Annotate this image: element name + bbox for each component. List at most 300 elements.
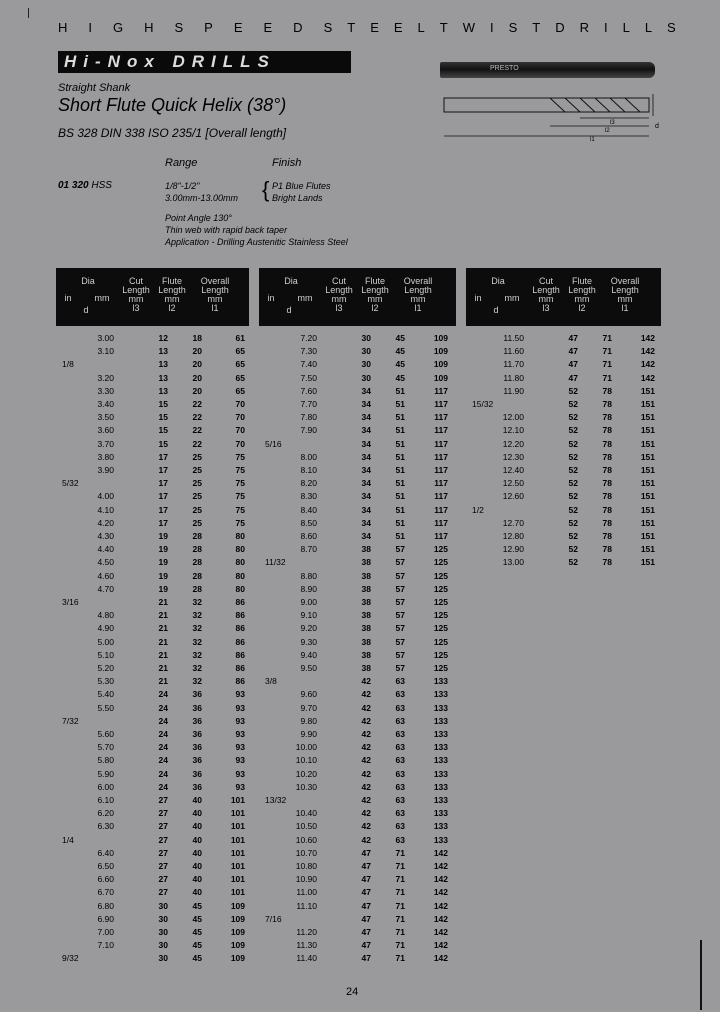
table-row (259, 900, 456, 913)
table-row (56, 860, 249, 873)
table-row (259, 464, 456, 477)
cell-mm: 8.50 (300, 517, 317, 528)
cell-cut-length: 27 (158, 808, 168, 819)
standards-text: BS 328 DIN 338 ISO 235/1 [Overall length] (58, 126, 287, 140)
cell-overall-length: 93 (235, 755, 245, 766)
cell-flute-length: 40 (192, 874, 202, 885)
cell-flute-length: 51 (395, 438, 405, 449)
table-row (259, 332, 456, 345)
cell-overall-length: 75 (235, 478, 245, 489)
cell-cut-length: 15 (158, 399, 168, 409)
cell-flute-length: 40 (192, 834, 202, 845)
cell-flute-length: 71 (602, 359, 612, 370)
cell-overall-length: 70 (235, 412, 245, 423)
table-row (56, 702, 249, 715)
table-row (466, 438, 661, 451)
table-header-label: l1 (414, 303, 422, 313)
table-header-label: Length (201, 285, 229, 295)
cell-mm: 6.00 (97, 781, 114, 792)
cell-flute-length: 57 (395, 557, 405, 568)
table-row (466, 517, 661, 530)
table-row (259, 438, 456, 451)
table-row (259, 886, 456, 899)
table-row (56, 411, 249, 424)
cell-overall-length: 101 (230, 808, 245, 819)
cell-mm: 9.40 (300, 649, 317, 660)
cell-cut-length: 34 (361, 465, 371, 475)
cell-flute-length: 36 (192, 768, 202, 779)
cell-flute-length: 71 (395, 874, 405, 885)
table-row (259, 715, 456, 728)
cell-flute-length: 57 (395, 663, 405, 673)
page-number: 24 (346, 986, 359, 998)
cell-cut-length: 24 (158, 781, 168, 792)
cell-flute-length: 25 (192, 465, 202, 475)
cell-cut-length: 15 (158, 412, 168, 423)
cell-flute-length: 57 (395, 636, 405, 647)
cell-flute-length: 32 (192, 597, 202, 607)
cell-cut-length: 30 (158, 953, 168, 964)
cell-mm: 5.50 (97, 702, 114, 713)
table-header-label: Dia (81, 276, 95, 286)
cell-overall-length: 117 (434, 517, 448, 528)
cell-flute-length: 63 (395, 781, 405, 792)
table-row (56, 451, 249, 464)
cell-overall-length: 133 (433, 702, 448, 713)
cell-flute-length: 63 (395, 715, 405, 726)
cell-cut-length: 19 (158, 544, 168, 555)
table-row (259, 834, 456, 847)
cell-flute-length: 57 (395, 623, 405, 634)
cell-overall-length: 142 (433, 953, 448, 964)
table-row (466, 411, 661, 424)
table-header-label: in (64, 293, 72, 303)
cell-flute-length: 51 (395, 478, 405, 489)
cell-overall-length: 101 (230, 834, 245, 845)
cell-flute-length: 71 (602, 346, 612, 357)
cell-overall-length: 142 (433, 874, 448, 885)
cell-flute-length: 36 (192, 715, 202, 726)
cell-cut-length: 52 (568, 557, 578, 568)
drill-photo (440, 62, 655, 78)
cell-mm: 12.70 (502, 517, 524, 528)
cell-overall-length: 133 (433, 755, 448, 766)
cell-overall-length: 142 (433, 940, 448, 951)
cell-mm: 3.80 (97, 451, 114, 462)
cell-overall-length: 93 (235, 729, 245, 739)
cell-inch: 1/2 (472, 504, 484, 515)
table-row (259, 873, 456, 886)
cell-cut-length: 47 (568, 359, 578, 370)
header-word: SPEED (174, 20, 324, 35)
cell-flute-length: 25 (192, 478, 202, 489)
cell-inch: 13/32 (265, 795, 287, 805)
cell-mm: 7.00 (97, 927, 114, 937)
cell-cut-length: 47 (361, 927, 371, 937)
table-row (259, 662, 456, 675)
table-header-label: Cut (128, 276, 143, 286)
table-row (466, 464, 661, 477)
table-row (56, 636, 249, 649)
cell-overall-length: 151 (640, 399, 655, 409)
table-header-label: l2 (168, 303, 176, 313)
cell-flute-length: 57 (395, 597, 405, 607)
table-header-label: Length (568, 285, 596, 295)
cell-flute-length: 45 (192, 900, 202, 911)
cell-overall-length: 133 (433, 821, 448, 832)
finish-1: P1 Blue Flutes (272, 181, 331, 191)
table-row (259, 424, 456, 437)
cell-flute-length: 71 (395, 900, 405, 911)
page-header-title (58, 20, 691, 35)
cell-flute-length: 71 (395, 940, 405, 951)
table-row (466, 372, 661, 385)
table-row (259, 358, 456, 371)
table-row (56, 398, 249, 411)
table-header-label: Length (361, 285, 389, 295)
cell-flute-length: 78 (602, 517, 612, 528)
cell-cut-length: 24 (158, 715, 168, 726)
table-row (56, 820, 249, 833)
cell-overall-length: 142 (640, 359, 655, 370)
table-header (259, 268, 456, 326)
table-row (56, 741, 249, 754)
cell-overall-length: 65 (235, 359, 245, 370)
cell-mm: 3.40 (97, 399, 114, 409)
table-header-label: d (493, 305, 499, 315)
cell-overall-length: 142 (433, 913, 448, 924)
table-header-label: d (83, 305, 89, 315)
cell-mm: 4.40 (97, 544, 114, 555)
header-word: TWIST (439, 20, 556, 35)
cell-cut-length: 38 (361, 636, 371, 647)
cell-overall-length: 142 (640, 346, 655, 357)
cell-flute-length: 63 (395, 768, 405, 779)
table-row (56, 556, 249, 569)
cell-flute-length: 32 (192, 663, 202, 673)
cell-flute-length: 78 (602, 399, 612, 409)
cell-flute-length: 25 (192, 491, 202, 502)
table-header-label: Flute (161, 276, 182, 286)
cell-overall-length: 151 (640, 517, 655, 528)
cell-overall-length: 133 (433, 781, 448, 792)
cell-overall-length: 151 (640, 478, 655, 489)
table-header-label: Length (404, 285, 432, 295)
cell-flute-length: 78 (602, 451, 612, 462)
cell-flute-length: 63 (395, 742, 405, 753)
cell-flute-length: 71 (395, 847, 405, 858)
cell-mm: 4.90 (97, 623, 114, 634)
cell-inch: 9/32 (62, 953, 79, 964)
cell-flute-length: 25 (192, 517, 202, 528)
cell-inch: 11/32 (265, 557, 286, 568)
cell-cut-length: 21 (158, 649, 168, 660)
table-header-label: Dia (491, 276, 505, 286)
cell-overall-length: 80 (235, 544, 245, 555)
cell-overall-length: 142 (640, 333, 655, 343)
diagram-label-l1: l1 (590, 137, 595, 142)
cell-mm: 8.10 (300, 465, 317, 475)
cell-overall-length: 142 (433, 847, 448, 858)
cell-overall-length: 109 (230, 927, 245, 937)
cell-overall-length: 86 (235, 649, 245, 660)
cell-cut-length: 19 (158, 531, 168, 541)
table-row (56, 952, 249, 965)
cell-flute-length: 36 (192, 755, 202, 766)
table-row (259, 451, 456, 464)
cell-overall-length: 75 (235, 491, 245, 502)
cell-overall-length: 117 (434, 412, 448, 423)
cell-mm: 10.20 (295, 768, 317, 779)
cell-flute-length: 63 (395, 729, 405, 739)
cell-mm: 12.80 (502, 531, 524, 541)
table-row (56, 781, 249, 794)
cell-mm: 3.50 (97, 412, 114, 423)
cell-mm: 12.60 (502, 491, 524, 502)
cell-flute-length: 57 (395, 649, 405, 660)
cell-flute-length: 28 (192, 583, 202, 594)
drill-dimension-diagram (440, 90, 660, 142)
table-row (259, 952, 456, 965)
cell-overall-length: 151 (640, 425, 655, 436)
cell-cut-length: 38 (361, 649, 371, 660)
diagram-label-d: d (655, 123, 659, 130)
cell-overall-length: 117 (434, 438, 448, 449)
cell-cut-length: 52 (568, 438, 578, 449)
table-row (259, 926, 456, 939)
cell-overall-length: 125 (433, 649, 448, 660)
cell-cut-length: 24 (158, 768, 168, 779)
table-row (259, 939, 456, 952)
cell-overall-length: 151 (640, 412, 655, 423)
cell-flute-length: 32 (192, 610, 202, 621)
cell-cut-length: 24 (158, 702, 168, 713)
table-row (56, 385, 249, 398)
cell-mm: 8.40 (300, 504, 317, 515)
cell-flute-length: 22 (192, 438, 202, 449)
cell-mm: 4.70 (97, 583, 114, 594)
cell-mm: 4.80 (97, 610, 114, 621)
table-row (259, 754, 456, 767)
cell-overall-length: 117 (434, 425, 448, 436)
range-mm: 3.00mm-13.00mm (165, 193, 239, 203)
table-row (466, 543, 661, 556)
corner-mark (28, 8, 29, 18)
cell-flute-length: 32 (192, 636, 202, 647)
cell-flute-length: 45 (192, 913, 202, 924)
table-header-label: mm (207, 294, 223, 304)
cell-mm: 12.50 (502, 478, 524, 489)
cell-flute-length: 63 (395, 834, 405, 845)
cell-overall-length: 75 (235, 504, 245, 515)
cell-flute-length: 71 (395, 953, 405, 964)
cell-cut-length: 13 (158, 385, 168, 396)
cell-mm: 6.80 (97, 900, 114, 911)
cell-flute-length: 51 (395, 425, 405, 436)
cell-flute-length: 51 (395, 412, 405, 423)
cell-cut-length: 38 (361, 610, 371, 621)
cell-cut-length: 24 (158, 689, 168, 700)
cell-mm: 12.40 (502, 465, 524, 475)
table-header-label: l1 (211, 303, 219, 313)
cell-overall-length: 101 (230, 847, 245, 858)
cell-flute-length: 78 (602, 531, 612, 541)
cell-mm: 9.00 (300, 597, 317, 607)
cell-flute-length: 32 (192, 623, 202, 634)
cell-mm: 12.00 (502, 412, 524, 423)
cell-inch: 1/8 (62, 359, 74, 370)
cell-overall-length: 142 (433, 900, 448, 911)
table-row (259, 530, 456, 543)
cell-cut-length: 38 (361, 570, 371, 581)
cell-cut-length: 38 (361, 583, 371, 594)
cell-flute-length: 20 (192, 385, 202, 396)
table-header-label: l1 (621, 303, 629, 313)
table-row (259, 517, 456, 530)
cell-cut-length: 38 (361, 663, 371, 673)
table-header (466, 268, 661, 326)
cell-mm: 7.10 (97, 940, 114, 951)
table-row (56, 939, 249, 952)
cell-overall-length: 86 (235, 623, 245, 634)
cell-mm: 9.20 (300, 623, 317, 634)
finish-values (272, 180, 331, 204)
cell-overall-length: 125 (433, 544, 448, 555)
cell-mm: 9.70 (300, 702, 317, 713)
diagram-label-l3: l3 (610, 120, 615, 126)
cell-flute-length: 71 (395, 913, 405, 924)
cell-overall-length: 101 (230, 795, 245, 805)
cell-flute-length: 63 (395, 689, 405, 700)
cell-cut-length: 34 (361, 451, 371, 462)
cell-overall-length: 117 (434, 451, 448, 462)
cell-cut-length: 42 (361, 742, 371, 753)
table-row (56, 345, 249, 358)
cell-overall-length: 125 (433, 597, 448, 607)
cell-overall-length: 109 (230, 940, 245, 951)
cell-mm: 3.10 (97, 346, 114, 357)
cell-overall-length: 125 (433, 583, 448, 594)
cell-overall-length: 65 (235, 346, 245, 357)
range-values (165, 180, 238, 204)
cell-cut-length: 52 (568, 399, 578, 409)
cell-cut-length: 47 (361, 900, 371, 911)
cell-overall-length: 151 (640, 491, 655, 502)
cell-cut-length: 42 (361, 781, 371, 792)
table-row (259, 477, 456, 490)
table-header-label: Cut (331, 276, 346, 286)
cell-overall-length: 93 (235, 702, 245, 713)
cell-cut-length: 30 (158, 900, 168, 911)
table-row (259, 609, 456, 622)
cell-overall-length: 125 (433, 610, 448, 621)
table-header-label: Length (611, 285, 639, 295)
cell-cut-length: 17 (158, 491, 168, 502)
cell-flute-length: 78 (602, 544, 612, 555)
cell-flute-length: 28 (192, 531, 202, 541)
cell-cut-length: 21 (158, 597, 168, 607)
cell-cut-length: 30 (361, 372, 371, 383)
cell-flute-length: 45 (192, 953, 202, 964)
table-row (56, 926, 249, 939)
cell-flute-length: 36 (192, 729, 202, 739)
table-row (259, 741, 456, 754)
table-row (56, 530, 249, 543)
cell-flute-length: 45 (395, 346, 405, 357)
cell-flute-length: 32 (192, 676, 202, 687)
cell-flute-length: 25 (192, 451, 202, 462)
table-row (259, 411, 456, 424)
cell-mm: 9.60 (300, 689, 317, 700)
cell-flute-length: 45 (395, 372, 405, 383)
table-row (259, 702, 456, 715)
table-row (56, 517, 249, 530)
cell-mm: 5.10 (97, 649, 114, 660)
cell-mm: 7.80 (300, 412, 317, 423)
cell-overall-length: 101 (230, 821, 245, 832)
cell-mm: 6.50 (97, 861, 114, 871)
cell-cut-length: 24 (158, 755, 168, 766)
cell-flute-length: 51 (395, 465, 405, 475)
table-header-label: Flute (571, 276, 592, 286)
table-row (259, 794, 456, 807)
cell-overall-length: 93 (235, 742, 245, 753)
cell-mm: 4.30 (97, 531, 114, 541)
table-row (259, 543, 456, 556)
note-web: Thin web with rapid back taper (165, 225, 288, 235)
cell-mm: 3.90 (97, 465, 114, 475)
table-header-label: l2 (578, 303, 586, 313)
table-row (56, 768, 249, 781)
cell-overall-length: 75 (235, 465, 245, 475)
table-row (259, 728, 456, 741)
cell-inch: 5/16 (265, 438, 282, 449)
cell-cut-length: 13 (158, 346, 168, 357)
cell-mm: 7.30 (300, 346, 317, 357)
table-row (259, 490, 456, 503)
cell-flute-length: 51 (395, 399, 405, 409)
table-row (56, 583, 249, 596)
cell-flute-length: 40 (192, 847, 202, 858)
table-row (259, 570, 456, 583)
table-row (466, 398, 661, 411)
cell-overall-length: 109 (433, 372, 448, 383)
cell-overall-length: 133 (433, 729, 448, 739)
table-row (56, 913, 249, 926)
cell-mm: 7.50 (300, 372, 317, 383)
table-row (56, 424, 249, 437)
cell-flute-length: 20 (192, 359, 202, 370)
cell-overall-length: 80 (235, 583, 245, 594)
cell-overall-length: 117 (434, 491, 448, 502)
header-word: DRILLS (555, 20, 691, 35)
table-row (466, 358, 661, 371)
cell-cut-length: 52 (568, 544, 578, 555)
cell-mm: 5.20 (97, 663, 114, 673)
cell-overall-length: 109 (433, 346, 448, 357)
cell-cut-length: 52 (568, 478, 578, 489)
cell-overall-length: 86 (235, 663, 245, 673)
cell-mm: 3.20 (97, 372, 114, 383)
edge-mark (700, 940, 702, 1010)
table-row (56, 543, 249, 556)
cell-cut-length: 30 (361, 346, 371, 357)
cell-cut-length: 17 (158, 517, 168, 528)
cell-mm: 7.70 (300, 399, 317, 409)
cell-cut-length: 15 (158, 425, 168, 436)
table-header-label: Overall (610, 276, 640, 286)
table-header-label: Overall (200, 276, 230, 286)
